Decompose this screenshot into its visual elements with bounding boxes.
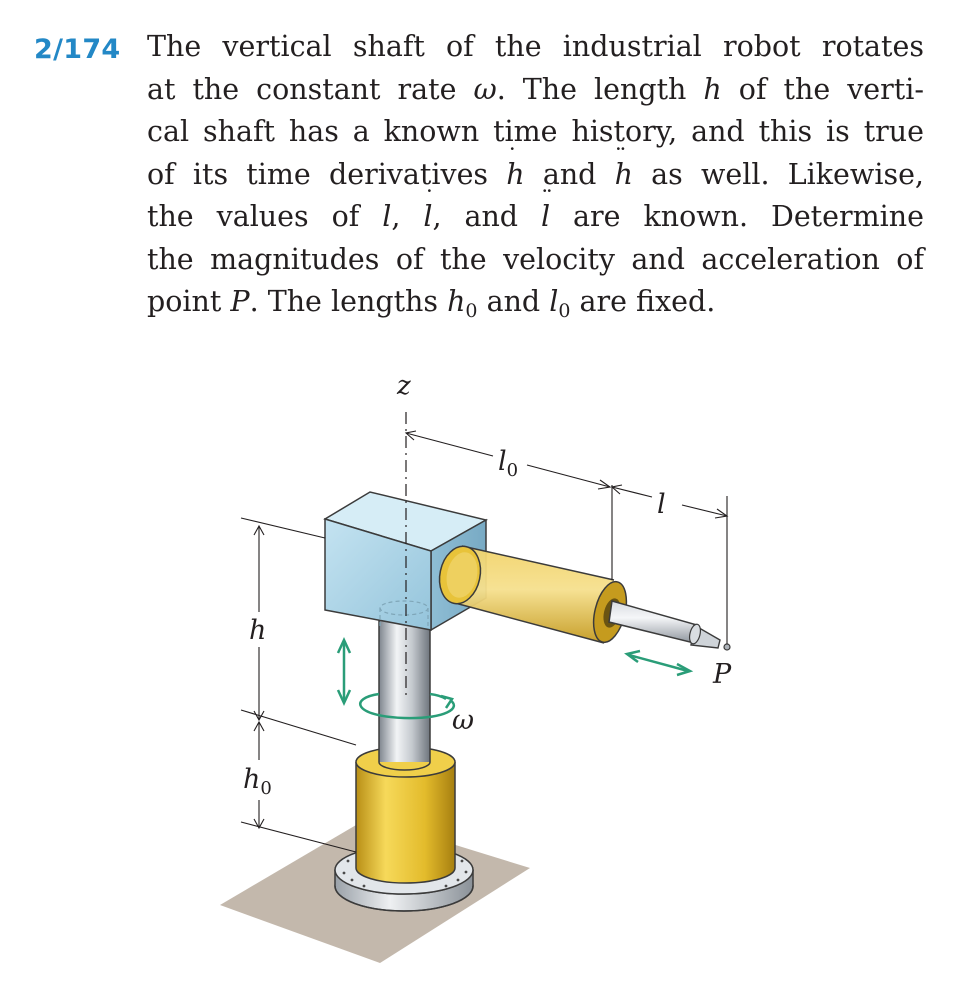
symbol-l-dot: ˙ l xyxy=(423,196,432,239)
text-line-7: point P. The lengths $h_0$ and $l_0$ are fixed. xyxy=(147,285,716,322)
label-P: P xyxy=(713,659,732,690)
text-line-4: of its time derivatives ˙ h and ¨ h as well. Likewise, xyxy=(147,154,924,197)
arm-extension xyxy=(609,601,730,650)
symbol-omega: ω xyxy=(473,72,497,106)
label-h: h xyxy=(249,615,267,646)
symbol-l0: l xyxy=(549,285,559,318)
symbol-h-dot: ˙ h xyxy=(506,154,524,197)
extension-motion-arrow xyxy=(627,651,690,675)
label-l0: $l_0$ xyxy=(498,446,519,481)
text-line-1: The vertical shaft of the industrial robot rotates xyxy=(147,30,924,63)
label-l: l xyxy=(657,489,666,520)
label-h0: $h_0$ xyxy=(243,764,272,799)
symbol-h0: h xyxy=(447,285,466,318)
text-line-2: at the constant rate ω. The length h of the verti- xyxy=(147,72,924,106)
vertical-motion-arrow xyxy=(338,640,350,703)
vertical-shaft xyxy=(379,610,430,770)
label-omega: ω xyxy=(452,705,475,736)
text-line-3: cal shaft has a known time history, and this is true xyxy=(147,115,924,148)
label-z: z xyxy=(397,371,411,401)
symbol-l-ddot: ¨ l xyxy=(541,196,550,239)
symbol-P: P xyxy=(230,285,250,318)
symbol-h: h xyxy=(703,72,722,106)
base-cylinder xyxy=(356,747,455,883)
symbol-h-ddot: ¨ h xyxy=(615,154,633,197)
text-line-5: the values of l, ˙ l, and ¨ l are known. Determine xyxy=(147,196,924,239)
text-line-6: the magnitudes of the velocity and acceleration of xyxy=(147,242,924,276)
problem-number: 2/174 xyxy=(34,34,121,65)
symbol-l: l xyxy=(382,200,392,233)
arm-tube xyxy=(434,542,632,645)
